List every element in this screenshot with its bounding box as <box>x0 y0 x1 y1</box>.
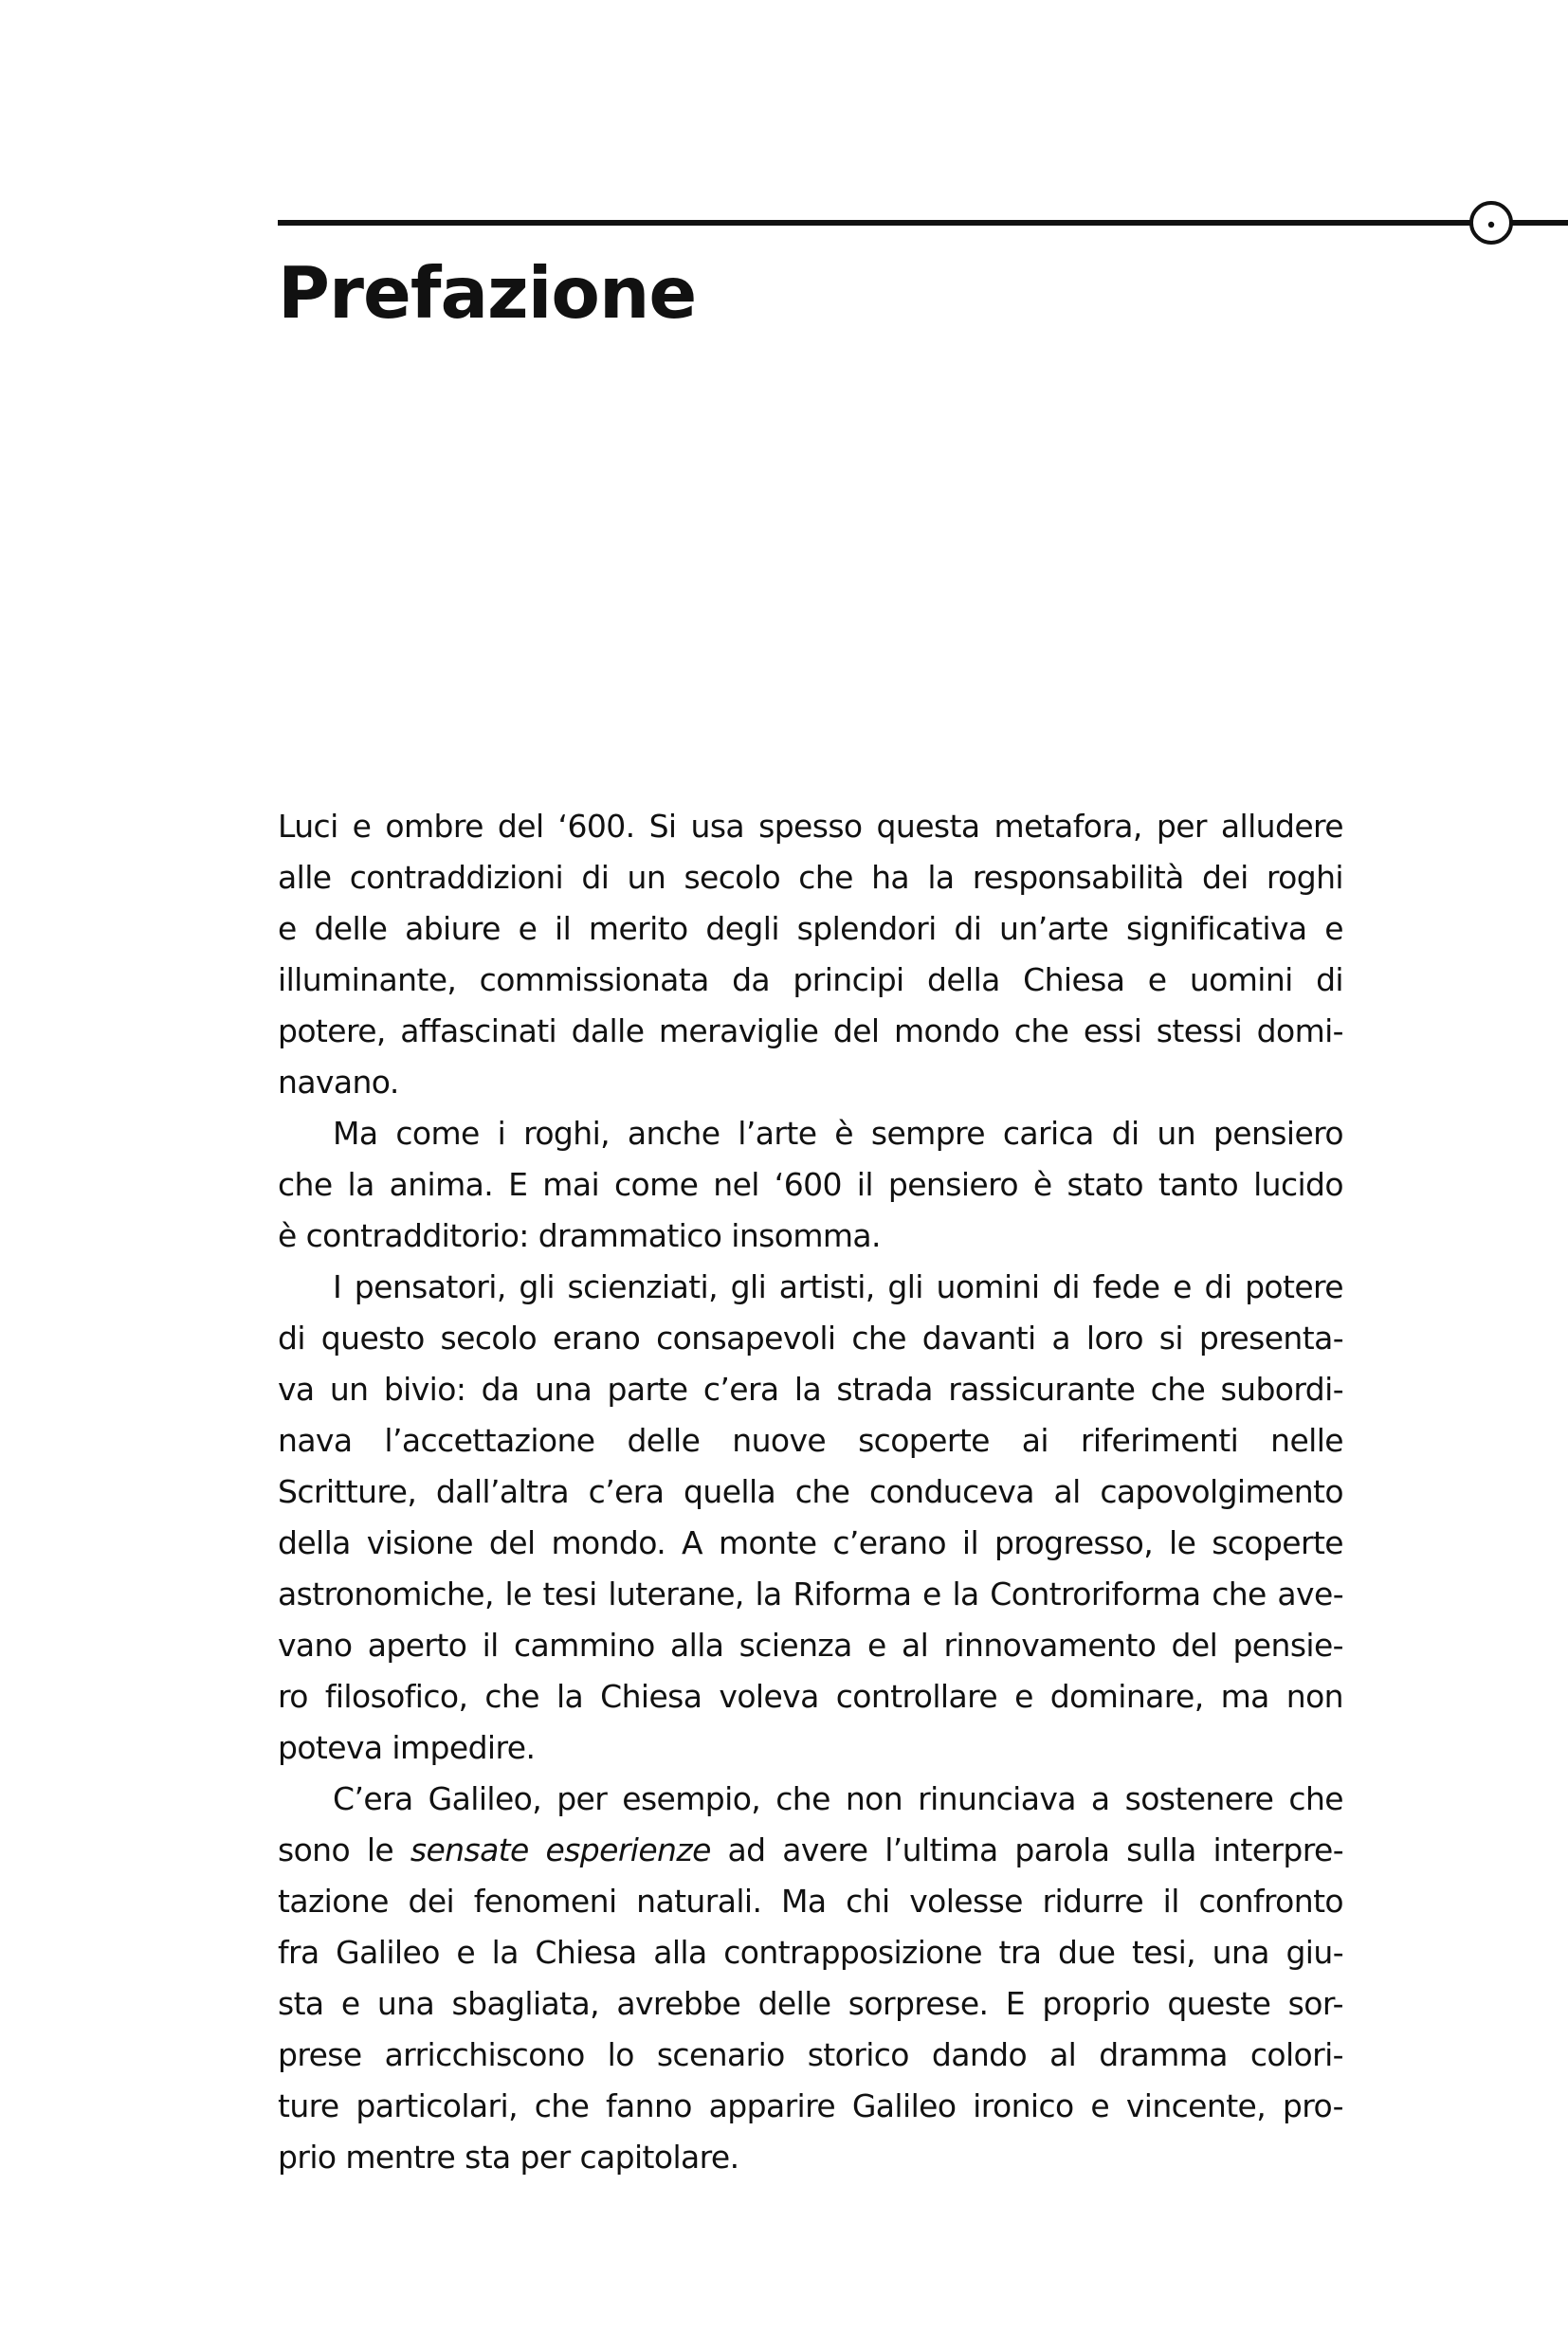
page-title: Prefazione <box>278 251 697 335</box>
text-line: vano aperto il cammino alla scienza e al rinnovamento del pensie- <box>278 1627 1343 1664</box>
text-line: prio mentre sta per capitolare. <box>278 2139 739 2176</box>
text-line: e delle abiure e il merito degli splendori di un’arte significativa e <box>278 910 1343 947</box>
text-segment: ad avere l’ultima parola sulla interpre- <box>710 1831 1343 1868</box>
text-line: della visione del mondo. A monte c’erano il progresso, le scoperte <box>278 1524 1343 1561</box>
text-line: Scritture, dall’altra c’era quella che conduceva al capovolgimento <box>278 1473 1343 1510</box>
text-line: ture particolari, che fanno apparire Galileo ironico e vincente, pro- <box>278 2087 1343 2124</box>
text-segment: sono le <box>278 1831 410 1868</box>
text-line: prese arricchiscono lo scenario storico dando al dramma colori- <box>278 2036 1343 2073</box>
text-line: astronomiche, le tesi luterane, la Riforma e la Controriforma che ave- <box>278 1576 1343 1612</box>
text-line: di questo secolo erano consapevoli che davanti a loro si presenta- <box>278 1320 1343 1357</box>
text-line: ro filosofico, che la Chiesa voleva controllare e dominare, ma non <box>278 1678 1343 1715</box>
text-line: potere, affascinati dalle meraviglie del mondo che essi stessi domi- <box>278 1012 1343 1049</box>
circled-dot-icon <box>1466 197 1517 248</box>
text-line: tazione dei fenomeni naturali. Ma chi volesse ridurre il confronto <box>278 1883 1343 1920</box>
text-line: Luci e ombre del ‘600. Si usa spesso questa metafora, per alludere <box>278 808 1343 845</box>
text-line: navano. <box>278 1064 399 1101</box>
text-line: I pensatori, gli scienziati, gli artisti, gli uomini di fede e di potere <box>333 1268 1343 1305</box>
text-line: che la anima. E mai come nel ‘600 il pensiero è stato tanto lucido <box>278 1166 1343 1203</box>
text-line-with-italic <box>278 1825 1343 1876</box>
top-rule <box>278 220 1465 226</box>
italic-phrase: sensate esperienze <box>410 1831 711 1868</box>
text-line: sta e una sbagliata, avrebbe delle sorprese. E proprio queste sor- <box>278 1985 1343 2022</box>
text-line: C’era Galileo, per esempio, che non rinunciava a sostenere che <box>333 1780 1343 1817</box>
text-line: nava l’accettazione delle nuove scoperte ai riferimenti nelle <box>278 1422 1343 1459</box>
body-text <box>278 801 1343 2183</box>
text-line: alle contraddizioni di un secolo che ha la responsabilità dei roghi <box>278 859 1343 896</box>
text-line: va un bivio: da una parte c’era la strada rassicurante che subordi- <box>278 1371 1343 1408</box>
text-line: poteva impedire. <box>278 1729 536 1766</box>
text-line: è contradditorio: drammatico insomma. <box>278 1217 881 1254</box>
text-line: fra Galileo e la Chiesa alla contrapposizione tra due tesi, una giu- <box>278 1934 1343 1971</box>
text-line: illuminante, commissionata da principi della Chiesa e uomini di <box>278 961 1343 998</box>
text-line: Ma come i roghi, anche l’arte è sempre carica di un pensiero <box>333 1115 1343 1152</box>
